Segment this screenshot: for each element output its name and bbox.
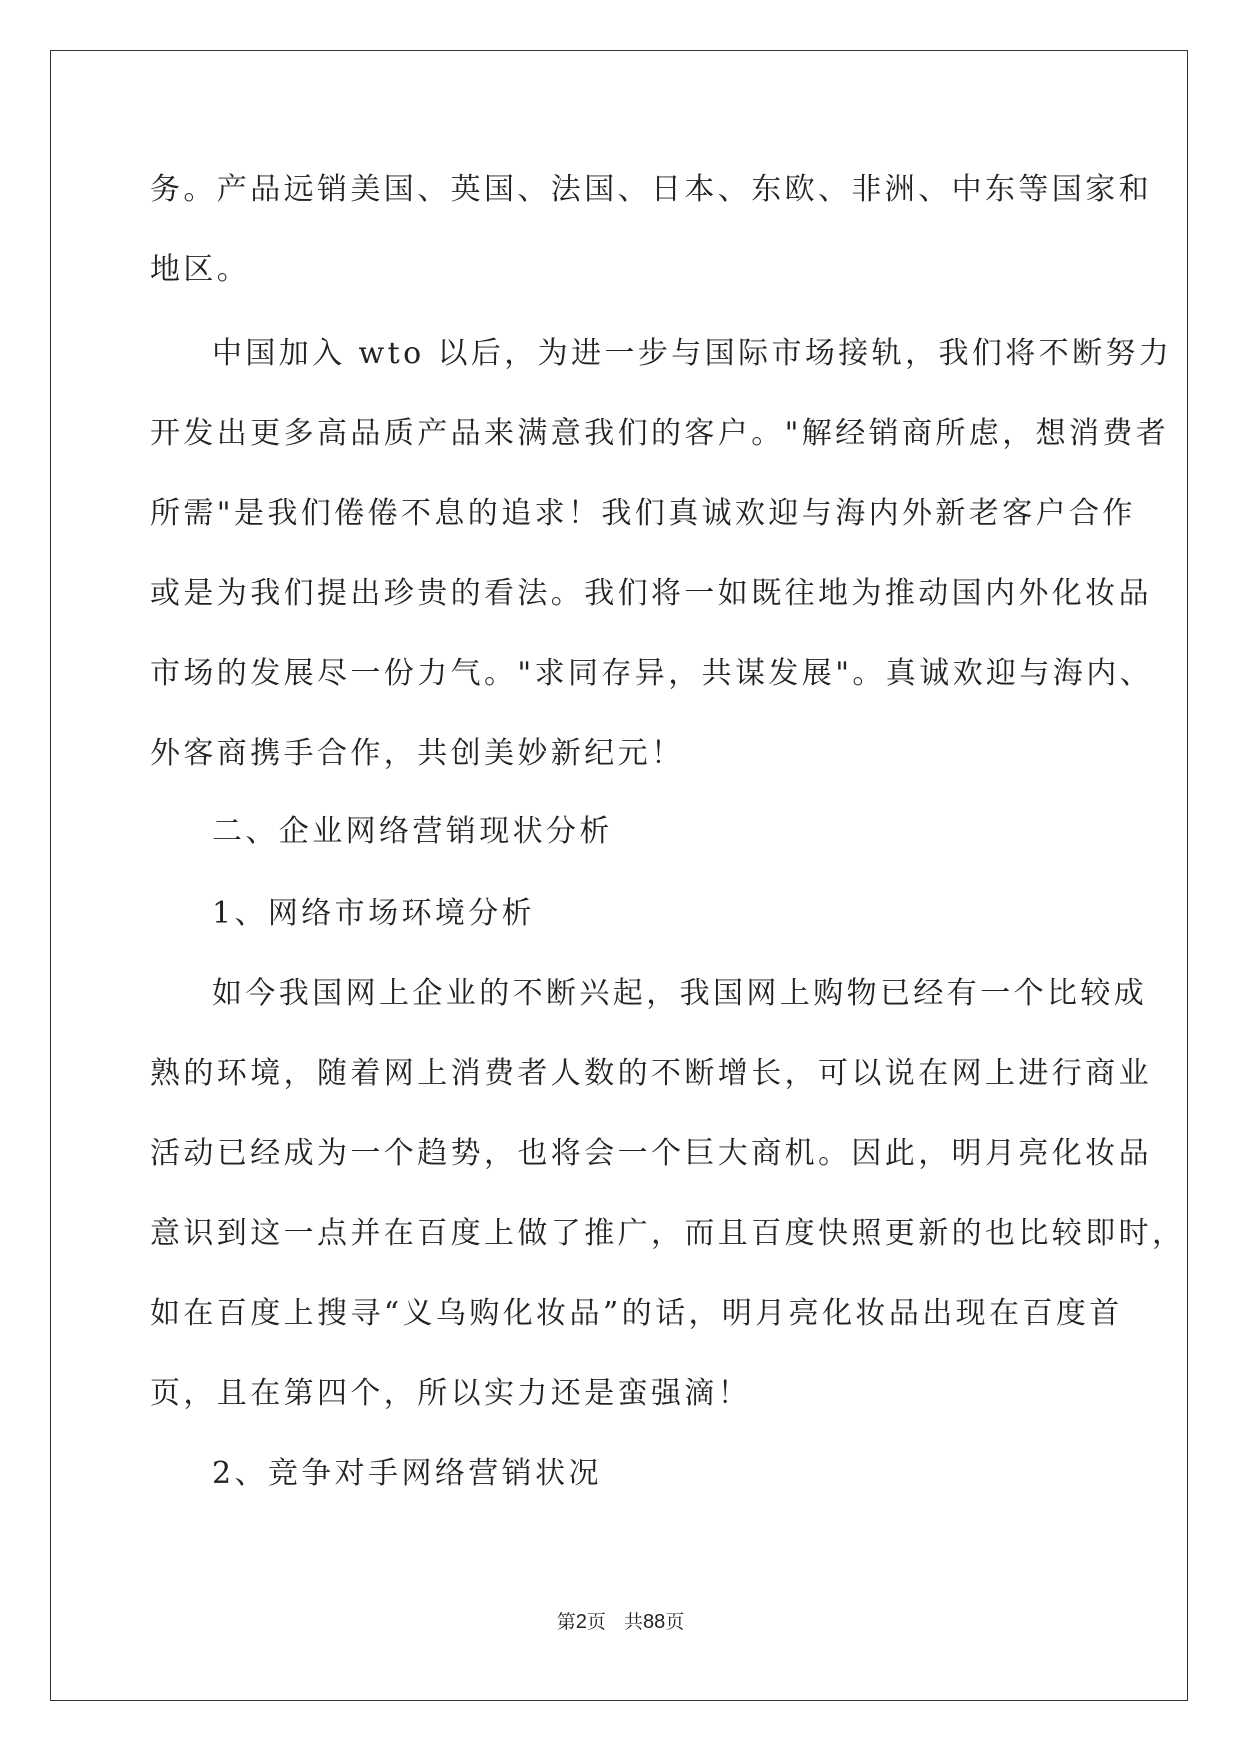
paragraph-line: 外客商携手合作，共创美妙新纪元！ [150, 736, 685, 771]
total-prefix: 共 [623, 1611, 643, 1633]
paragraph-line: 如在百度上搜寻“义乌购化妆品”的话，明月亮化妆品出现在百度首 [150, 1296, 1123, 1331]
paragraph-line: 所需"是我们倦倦不息的追求！我们真诚欢迎与海内外新老客户合作 [150, 496, 1136, 531]
paragraph-line: 务。产品远销美国、英国、法国、日本、东欧、非洲、中东等国家和 [150, 172, 1152, 207]
paragraph-line: 开发出更多高品质产品来满意我们的客户。"解经销商所虑，想消费者 [150, 416, 1170, 451]
page-number: 2 [575, 1611, 587, 1633]
paragraph-line: 市场的发展尽一份力气。"求同存异，共谋发展"。真诚欢迎与海内、 [150, 656, 1153, 691]
total-unit: 页 [665, 1611, 685, 1633]
paragraph-line: 页，且在第四个，所以实力还是蛮强滴！ [150, 1376, 752, 1411]
paragraph-line: 熟的环境，随着网上消费者人数的不断增长，可以说在网上进行商业 [150, 1056, 1152, 1091]
subsection-heading: 2、竞争对手网络营销状况 [212, 1456, 602, 1491]
page-prefix: 第 [556, 1611, 576, 1633]
paragraph-line: 如今我国网上企业的不断兴起，我国网上购物已经有一个比较成 [212, 976, 1148, 1011]
paragraph-line: 意识到这一点并在百度上做了推广，而且百度快照更新的也比较即时， [150, 1216, 1186, 1251]
total-pages: 88 [642, 1611, 666, 1633]
subsection-heading: 1、网络市场环境分析 [212, 896, 536, 931]
section-heading: 二、企业网络营销现状分析 [212, 814, 613, 849]
page-unit: 页 [586, 1611, 606, 1633]
page-footer [0, 1610, 1241, 1634]
paragraph-line: 地区。 [150, 252, 251, 287]
paragraph-line: 中国加入 wto 以后，为进一步与国际市场接轨，我们将不断努力 [212, 336, 1173, 371]
paragraph-line: 或是为我们提出珍贵的看法。我们将一如既往地为推动国内外化妆品 [150, 576, 1152, 611]
paragraph-line: 活动已经成为一个趋势，也将会一个巨大商机。因此，明月亮化妆品 [150, 1136, 1152, 1171]
